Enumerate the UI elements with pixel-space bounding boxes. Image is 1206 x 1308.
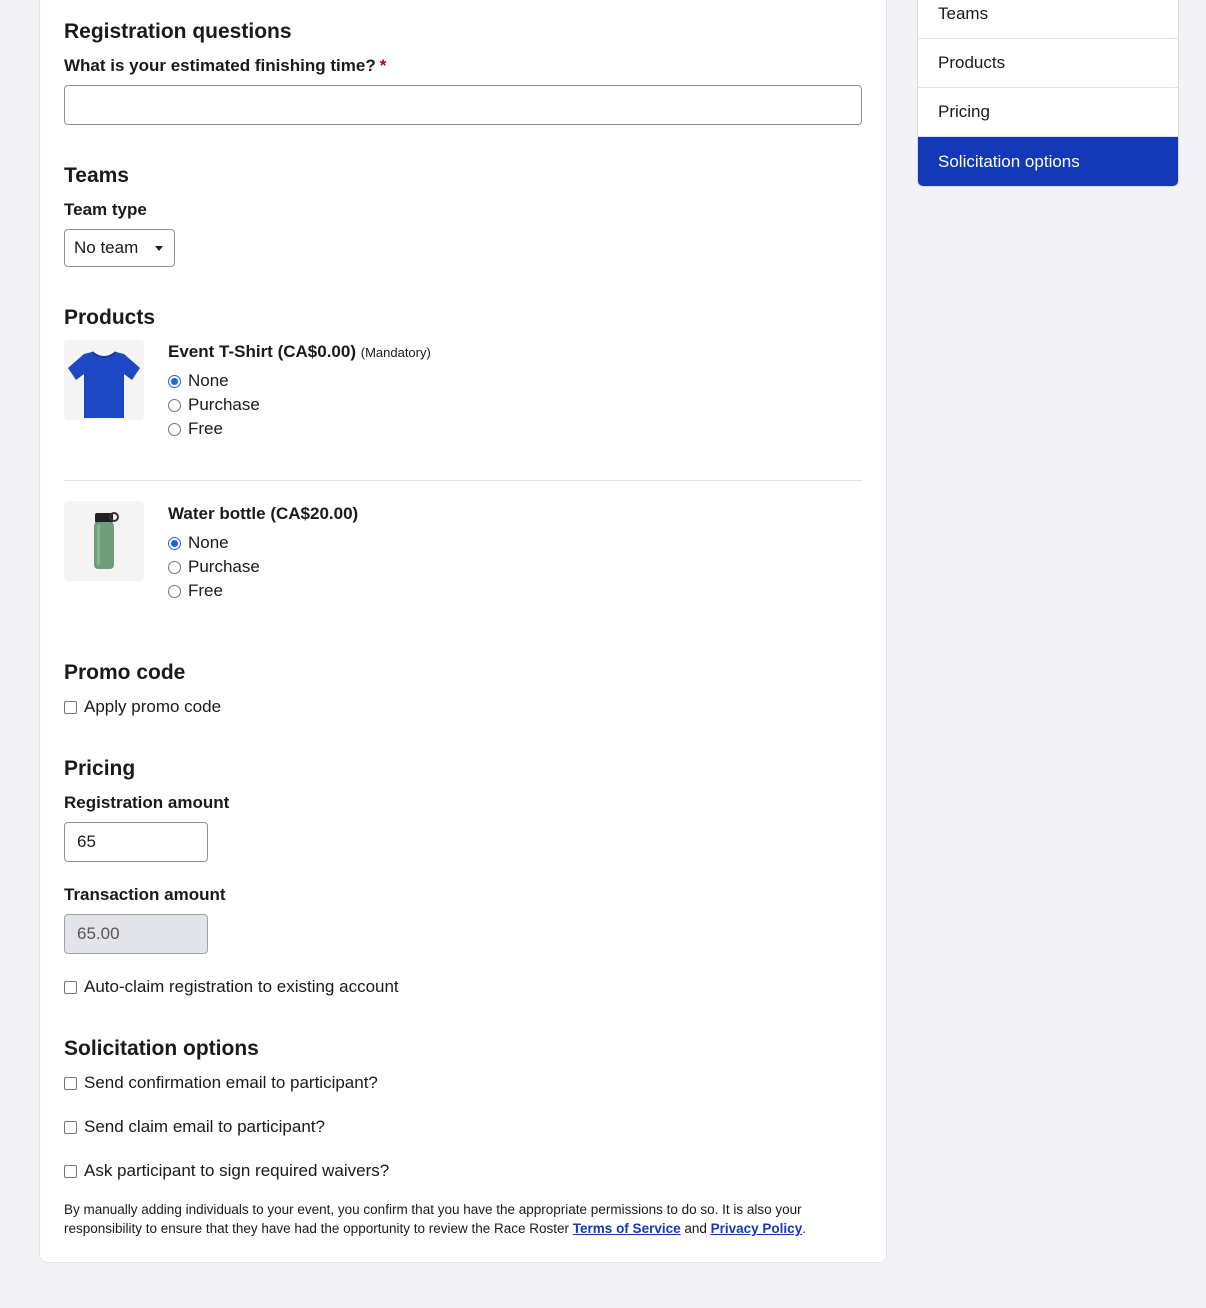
team-type-selected-value: No team xyxy=(74,238,139,257)
radio-button[interactable] xyxy=(168,561,181,574)
tshirt-icon xyxy=(64,340,144,420)
radio-button[interactable] xyxy=(168,399,181,412)
registration-amount-input[interactable] xyxy=(64,822,208,862)
solicitation-options-heading: Solicitation options xyxy=(64,1037,259,1060)
finish-time-label-text: What is your estimated finishing time? xyxy=(64,56,376,75)
tshirt-option-purchase[interactable] xyxy=(168,395,260,415)
teams-heading: Teams xyxy=(64,164,129,187)
promo-code-heading: Promo code xyxy=(64,661,186,684)
option-label: None xyxy=(188,533,229,552)
disclaimer-body: By manually adding individuals to your event, you confirm that you have the appropriate permissions to do so. It is also your responsibility to ensure that they have had the opportunity to review the Race Roster xyxy=(64,1202,802,1236)
radio-button[interactable] xyxy=(168,585,181,598)
option-label: Free xyxy=(188,419,223,438)
bottle-option-purchase[interactable] xyxy=(168,557,260,577)
checkbox[interactable] xyxy=(64,1077,77,1090)
registration-questions-heading: Registration questions xyxy=(64,20,292,43)
checkbox[interactable] xyxy=(64,1121,77,1134)
auto-claim-checkbox-row[interactable] xyxy=(64,977,399,997)
checkbox[interactable] xyxy=(64,981,77,994)
transaction-amount-input xyxy=(64,914,208,954)
section-sidebar-nav xyxy=(917,0,1179,187)
product-title-text: Event T-Shirt (CA$0.00) xyxy=(168,342,356,361)
bottle-option-free[interactable] xyxy=(168,581,223,601)
team-type-label: Team type xyxy=(64,200,147,219)
mandatory-tag: (Mandatory) xyxy=(360,345,431,360)
finish-time-input[interactable] xyxy=(64,85,862,125)
radio-button[interactable] xyxy=(168,375,181,388)
checkbox[interactable] xyxy=(64,701,77,714)
option-label: Purchase xyxy=(188,395,260,414)
sidebar-item-pricing[interactable]: Pricing xyxy=(918,88,1178,137)
chevron-down-icon xyxy=(155,246,163,251)
water-bottle-image xyxy=(64,501,144,581)
water-bottle-icon xyxy=(64,501,144,581)
disclaimer-period: . xyxy=(802,1221,806,1236)
sidebar-item-solicitation-options[interactable]: Solicitation options xyxy=(918,137,1178,186)
radio-button[interactable] xyxy=(168,423,181,436)
disclaimer-and: and xyxy=(680,1221,711,1236)
option-label: None xyxy=(188,371,229,390)
auto-claim-label: Auto-claim registration to existing account xyxy=(84,977,399,996)
apply-promo-code-checkbox-row[interactable] xyxy=(64,697,221,717)
team-type-select[interactable] xyxy=(64,229,175,267)
product-divider xyxy=(64,480,862,481)
confirmation-email-checkbox-row[interactable] xyxy=(64,1073,378,1093)
required-asterisk: * xyxy=(379,56,387,75)
tshirt-image xyxy=(64,340,144,420)
claim-email-checkbox-row[interactable] xyxy=(64,1117,325,1137)
confirmation-email-label: Send confirmation email to participant? xyxy=(84,1073,378,1092)
product-title-water-bottle: Water bottle (CA$20.00) xyxy=(168,504,359,523)
tshirt-option-none[interactable] xyxy=(168,371,229,391)
waivers-label: Ask participant to sign required waivers? xyxy=(84,1161,390,1180)
products-heading: Products xyxy=(64,306,156,329)
transaction-amount-label: Transaction amount xyxy=(64,885,226,904)
option-label: Free xyxy=(188,581,223,600)
sidebar-item-products[interactable]: Products xyxy=(918,39,1178,88)
terms-of-service-link[interactable]: Terms of Service xyxy=(572,1221,681,1236)
tshirt-option-free[interactable] xyxy=(168,419,223,439)
apply-promo-code-label: Apply promo code xyxy=(84,697,222,716)
option-label: Purchase xyxy=(188,557,260,576)
privacy-policy-link[interactable]: Privacy Policy xyxy=(710,1221,803,1236)
product-title-tshirt xyxy=(168,342,431,362)
disclaimer-text xyxy=(64,1200,824,1238)
registration-form-card xyxy=(39,0,887,1263)
pricing-heading: Pricing xyxy=(64,757,136,780)
sidebar-item-teams[interactable]: Teams xyxy=(918,0,1178,39)
waivers-checkbox-row[interactable] xyxy=(64,1161,389,1181)
finish-time-label xyxy=(64,56,386,76)
registration-amount-label: Registration amount xyxy=(64,793,230,812)
radio-button[interactable] xyxy=(168,537,181,550)
checkbox[interactable] xyxy=(64,1165,77,1178)
claim-email-label: Send claim email to participant? xyxy=(84,1117,325,1136)
bottle-option-none[interactable] xyxy=(168,533,229,553)
